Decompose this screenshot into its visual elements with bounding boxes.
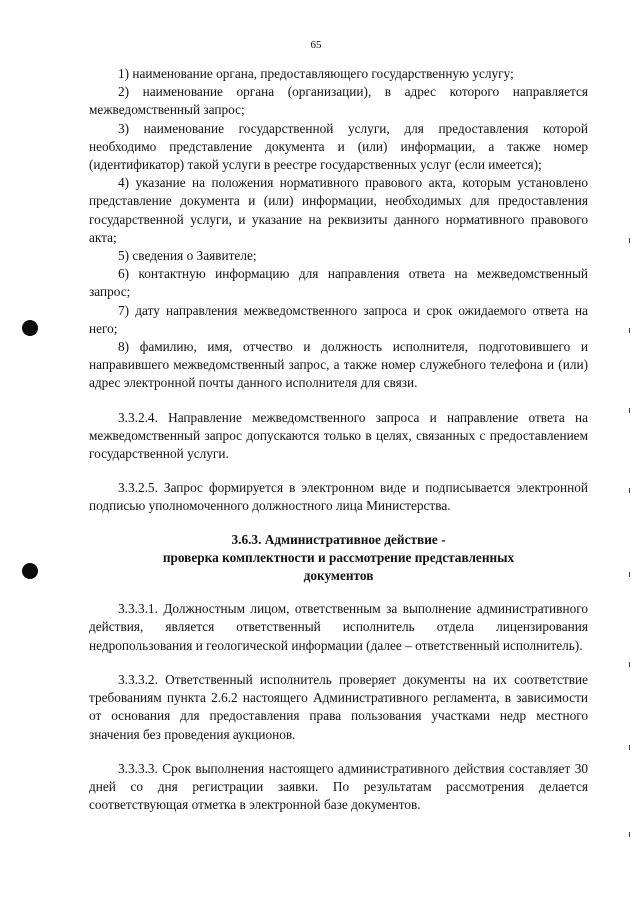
list-item: 4) указание на положения нормативного правового акта, которым установлено представление документа и (или) информации, необходимых для предоставления государственной услуги, и указание на реквизиты данного нормативного правового акта; [89,175,588,245]
scan-mark [629,572,630,577]
paragraph-3-3-3-3: 3.3.3.3. Срок выполнения настоящего административного действия составляет 30 дней со дня регистрации заявки. По результатам рассмотрения делается соответствующая отметка в электронной базе документов. [89,760,588,813]
paragraph-3-3-2-5: 3.3.2.5. Запрос формируется в электронном виде и подписывается электронной подписью уполномоченного должностного лица Министерства. [89,480,588,514]
paragraph-3-3-3-2: 3.3.3.2. Ответственный исполнитель проверяет документы на их соответствие требованиям пункта 2.6.2 настоящего Административного регламента, в зависимости от основания для предоставления права пользования участками недр местного значения без проведения аукционов. [89,671,588,742]
paragraph-3-3-3-1: 3.3.3.1. Должностным лицом, ответственным за выполнение административного действия, является ответственный исполнитель отдела лицензирования недропользования и геологической информации (далее – ответственный исполнитель). [89,601,588,653]
scan-mark [629,328,630,333]
document-body [89,65,588,814]
scan-mark [629,238,630,243]
scan-mark [629,408,630,413]
scan-mark [629,745,630,750]
paragraph-3-3-2-4: 3.3.2.4. Направление межведомственного запроса и направление ответа на межведомственный запрос допускаются только в целях, связанных с предоставлением государственной услуги. [89,409,588,462]
list-item: 3) наименование государственной услуги, для предоставления которой необходимо представление документа и (или) информации, а также номер (идентификатор) такой услуги в реестре государственных услуг (если имеется); [89,120,588,173]
scan-mark [629,832,630,837]
scan-mark [629,662,630,667]
list-item: 6) контактную информацию для направления ответа на межведомственный запрос; [89,266,588,300]
list-item: 5) сведения о Заявителе; [118,248,257,264]
list-item: 2) наименование органа (организации), в адрес которого направляется межведомственный запрос; [89,84,588,118]
list-item: 8) фамилию, имя, отчество и должность исполнителя, подготовившего и направившего межведомственный запрос, а также номер служебного телефона и (или) адрес электронной почты данного исполнителя для связи. [89,339,588,391]
punch-hole-bottom [22,563,38,579]
heading-line-1: 3.6.3. Административное действие - [231,531,446,547]
list-item: 7) дату направления межведомственного запроса и срок ожидаемого ответа на него; [89,302,588,336]
heading-line-3: документов [303,568,374,584]
list-item: 1) наименование органа, предоставляющего государственную услугу; [118,66,514,81]
scan-mark [629,488,630,493]
page-number: 65 [310,39,322,51]
heading-line-2: проверка комплектности и рассмотрение представленных [162,549,515,565]
section-heading [89,531,588,586]
punch-hole-top [22,320,38,336]
